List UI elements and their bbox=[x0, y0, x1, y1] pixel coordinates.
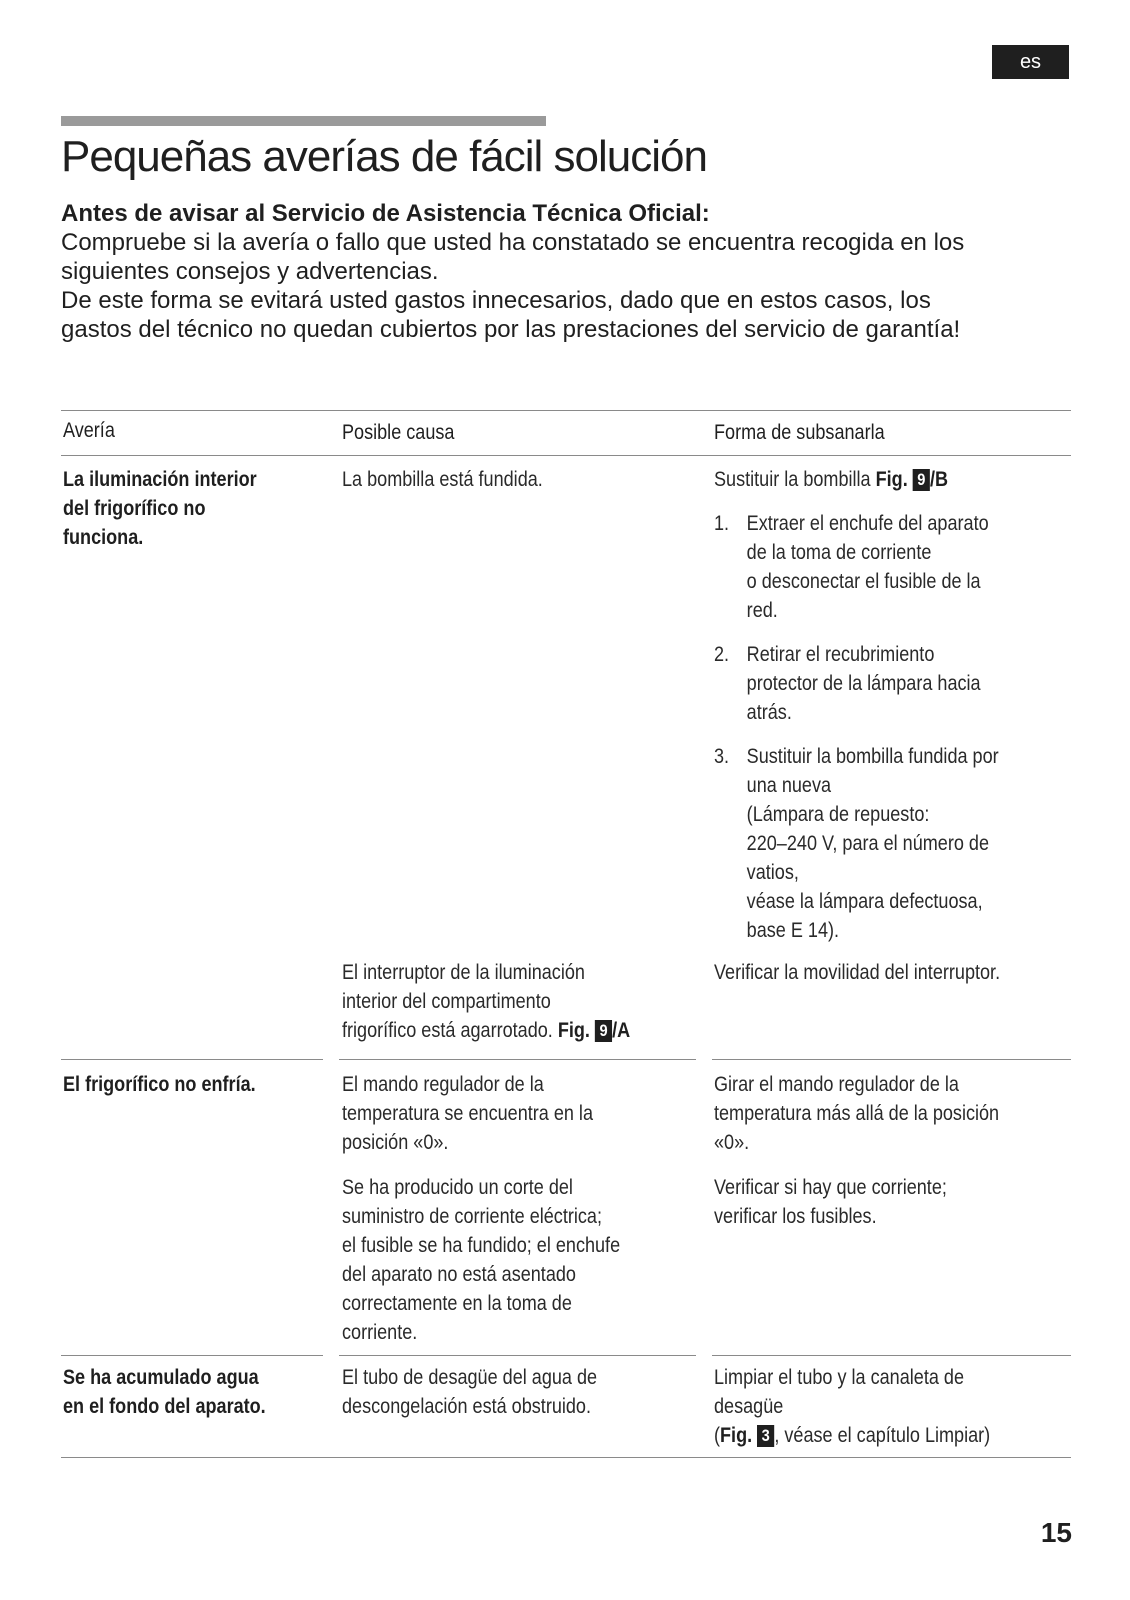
table-top-rule bbox=[61, 410, 1071, 411]
intro-p1-line-2: siguientes consejos y advertencias. bbox=[61, 258, 439, 285]
header-fault: Avería bbox=[63, 419, 115, 442]
intro-section bbox=[61, 199, 1071, 344]
page-number: 15 bbox=[1040, 1517, 1072, 1548]
fig-label: Fig. bbox=[557, 1019, 590, 1042]
cause-line: interior del compartimento bbox=[342, 990, 551, 1013]
fig-suffix: /B bbox=[929, 468, 949, 491]
cause-text: frigorífico está agarrotado. bbox=[342, 1019, 558, 1042]
cause-line: Se ha producido un corte del bbox=[342, 1176, 573, 1199]
step-text bbox=[747, 509, 1022, 625]
step-line: una nueva bbox=[746, 774, 832, 797]
step-line: Sustituir la bombilla fundida por bbox=[746, 745, 999, 768]
intro-p2-line-1: De este forma se evitará usted gastos innecesarios, dado que en estos casos, los bbox=[61, 287, 931, 314]
remedy-line: «0». bbox=[714, 1131, 750, 1154]
step-text bbox=[747, 640, 1022, 727]
remedy-line: desagüe bbox=[714, 1395, 784, 1418]
row2-remedy-2 bbox=[714, 1173, 947, 1231]
cause-line: El mando regulador de la bbox=[342, 1073, 544, 1096]
fault-line: en el fondo del aparato. bbox=[63, 1395, 266, 1418]
step-number: 1. bbox=[714, 512, 730, 535]
row3-fault bbox=[63, 1363, 266, 1421]
cause-line: el fusible se ha fundido; el enchufe bbox=[342, 1234, 621, 1257]
row1-fault bbox=[63, 465, 257, 552]
step-line: de la toma de corriente bbox=[746, 541, 932, 564]
header-cause: Posible causa bbox=[342, 421, 455, 444]
row2-remedy-1 bbox=[714, 1070, 999, 1157]
step-line: Extraer el enchufe del aparato bbox=[746, 512, 989, 535]
paren: ( bbox=[714, 1424, 721, 1447]
step-line: protector de la lámpara hacia bbox=[746, 672, 981, 695]
figure-number-badge: 3 bbox=[757, 1425, 774, 1447]
fig-suffix: /A bbox=[612, 1019, 631, 1042]
step-line: véase la lámpara defectuosa, bbox=[746, 890, 983, 913]
intro-paragraph-2 bbox=[61, 286, 1071, 344]
remedy-text: Sustituir la bombilla bbox=[714, 468, 876, 491]
row2-cause-1 bbox=[342, 1070, 593, 1157]
remedy-line: temperatura más allá de la posición bbox=[714, 1102, 1000, 1125]
remedy-line: Verificar si hay que corriente; bbox=[714, 1176, 947, 1199]
header-remedy: Forma de subsanarla bbox=[714, 421, 885, 444]
remedy-line: verificar los fusibles. bbox=[714, 1205, 877, 1228]
row2-rule-b bbox=[339, 1355, 696, 1356]
fault-line: Se ha acumulado agua bbox=[63, 1366, 259, 1389]
remedy-line bbox=[714, 1421, 990, 1450]
step-number: 2. bbox=[714, 643, 730, 666]
intro-p2-line-2: gastos del técnico no quedan cubiertos por las prestaciones del servicio de garantía! bbox=[61, 316, 961, 343]
cause-line: El tubo de desagüe del agua de bbox=[342, 1366, 598, 1389]
row2-rule-c bbox=[712, 1355, 1071, 1356]
step-line: vatios, bbox=[746, 861, 799, 884]
cause-line: temperatura se encuentra en la bbox=[342, 1102, 593, 1125]
fig-label: Fig. bbox=[720, 1424, 753, 1447]
step-line: o desconectar el fusible de la bbox=[746, 570, 981, 593]
row1-remedy-1 bbox=[714, 465, 948, 494]
page-title: Pequeñas averías de fácil solución bbox=[61, 132, 707, 181]
step-line: Retirar el recubrimiento bbox=[746, 643, 935, 666]
row1-fault-line: del frigorífico no bbox=[63, 497, 206, 520]
row1-rule-a bbox=[61, 1059, 323, 1060]
remedy-line: Girar el mando regulador de la bbox=[714, 1073, 959, 1096]
row2-cause-2 bbox=[342, 1173, 620, 1347]
row2-rule-a bbox=[61, 1355, 323, 1356]
title-accent-bar bbox=[61, 116, 546, 126]
figure-number-badge: 9 bbox=[595, 1020, 612, 1042]
step-number: 3. bbox=[714, 745, 730, 768]
step-line: red. bbox=[746, 599, 778, 622]
fig-label: Fig. bbox=[875, 468, 908, 491]
step-line: atrás. bbox=[746, 701, 792, 724]
language-badge: es bbox=[992, 45, 1069, 79]
row1-rule-c bbox=[712, 1059, 1071, 1060]
row1-fault-line: La iluminación interior bbox=[63, 468, 257, 491]
cause-line: posición «0». bbox=[342, 1131, 449, 1154]
row1-rule-b bbox=[339, 1059, 696, 1060]
row1-fault-line: funciona. bbox=[63, 526, 144, 549]
step-line: 220–240 V, para el número de bbox=[746, 832, 990, 855]
cause-line: corriente. bbox=[342, 1321, 418, 1344]
remedy-text: , véase el capítulo Limpiar) bbox=[774, 1424, 991, 1447]
step-line: (Lámpara de repuesto: bbox=[746, 803, 930, 826]
step-text bbox=[747, 742, 1022, 945]
row1-cause-2 bbox=[342, 958, 630, 1045]
table-header-rule bbox=[61, 455, 1071, 456]
cause-line: del aparato no está asentado bbox=[342, 1263, 576, 1286]
cause-line bbox=[342, 1016, 630, 1045]
row2-fault: El frigorífico no enfría. bbox=[63, 1073, 256, 1096]
cause-line: correctamente en la toma de bbox=[342, 1292, 572, 1315]
row1-remedy-2: Verificar la movilidad del interruptor. bbox=[714, 961, 1001, 984]
row3-remedy bbox=[714, 1363, 990, 1450]
intro-p1-line-1: Compruebe si la avería o fallo que usted ha constatado se encuentra recogida en los bbox=[61, 229, 965, 256]
cause-line: descongelación está obstruido. bbox=[342, 1395, 591, 1418]
cause-line: suministro de corriente eléctrica; bbox=[342, 1205, 602, 1228]
intro-lead: Antes de avisar al Servicio de Asistencia Técnica Oficial: bbox=[61, 200, 710, 227]
cause-line: El interruptor de la iluminación bbox=[342, 961, 585, 984]
step-line: base E 14). bbox=[746, 919, 840, 942]
figure-number-badge: 9 bbox=[913, 469, 930, 491]
row1-cause-1: La bombilla está fundida. bbox=[342, 468, 543, 491]
intro-paragraph-1 bbox=[61, 228, 1071, 286]
remedy-line: Limpiar el tubo y la canaleta de bbox=[714, 1366, 964, 1389]
table-bottom-rule bbox=[61, 1457, 1071, 1458]
row3-cause bbox=[342, 1363, 597, 1421]
